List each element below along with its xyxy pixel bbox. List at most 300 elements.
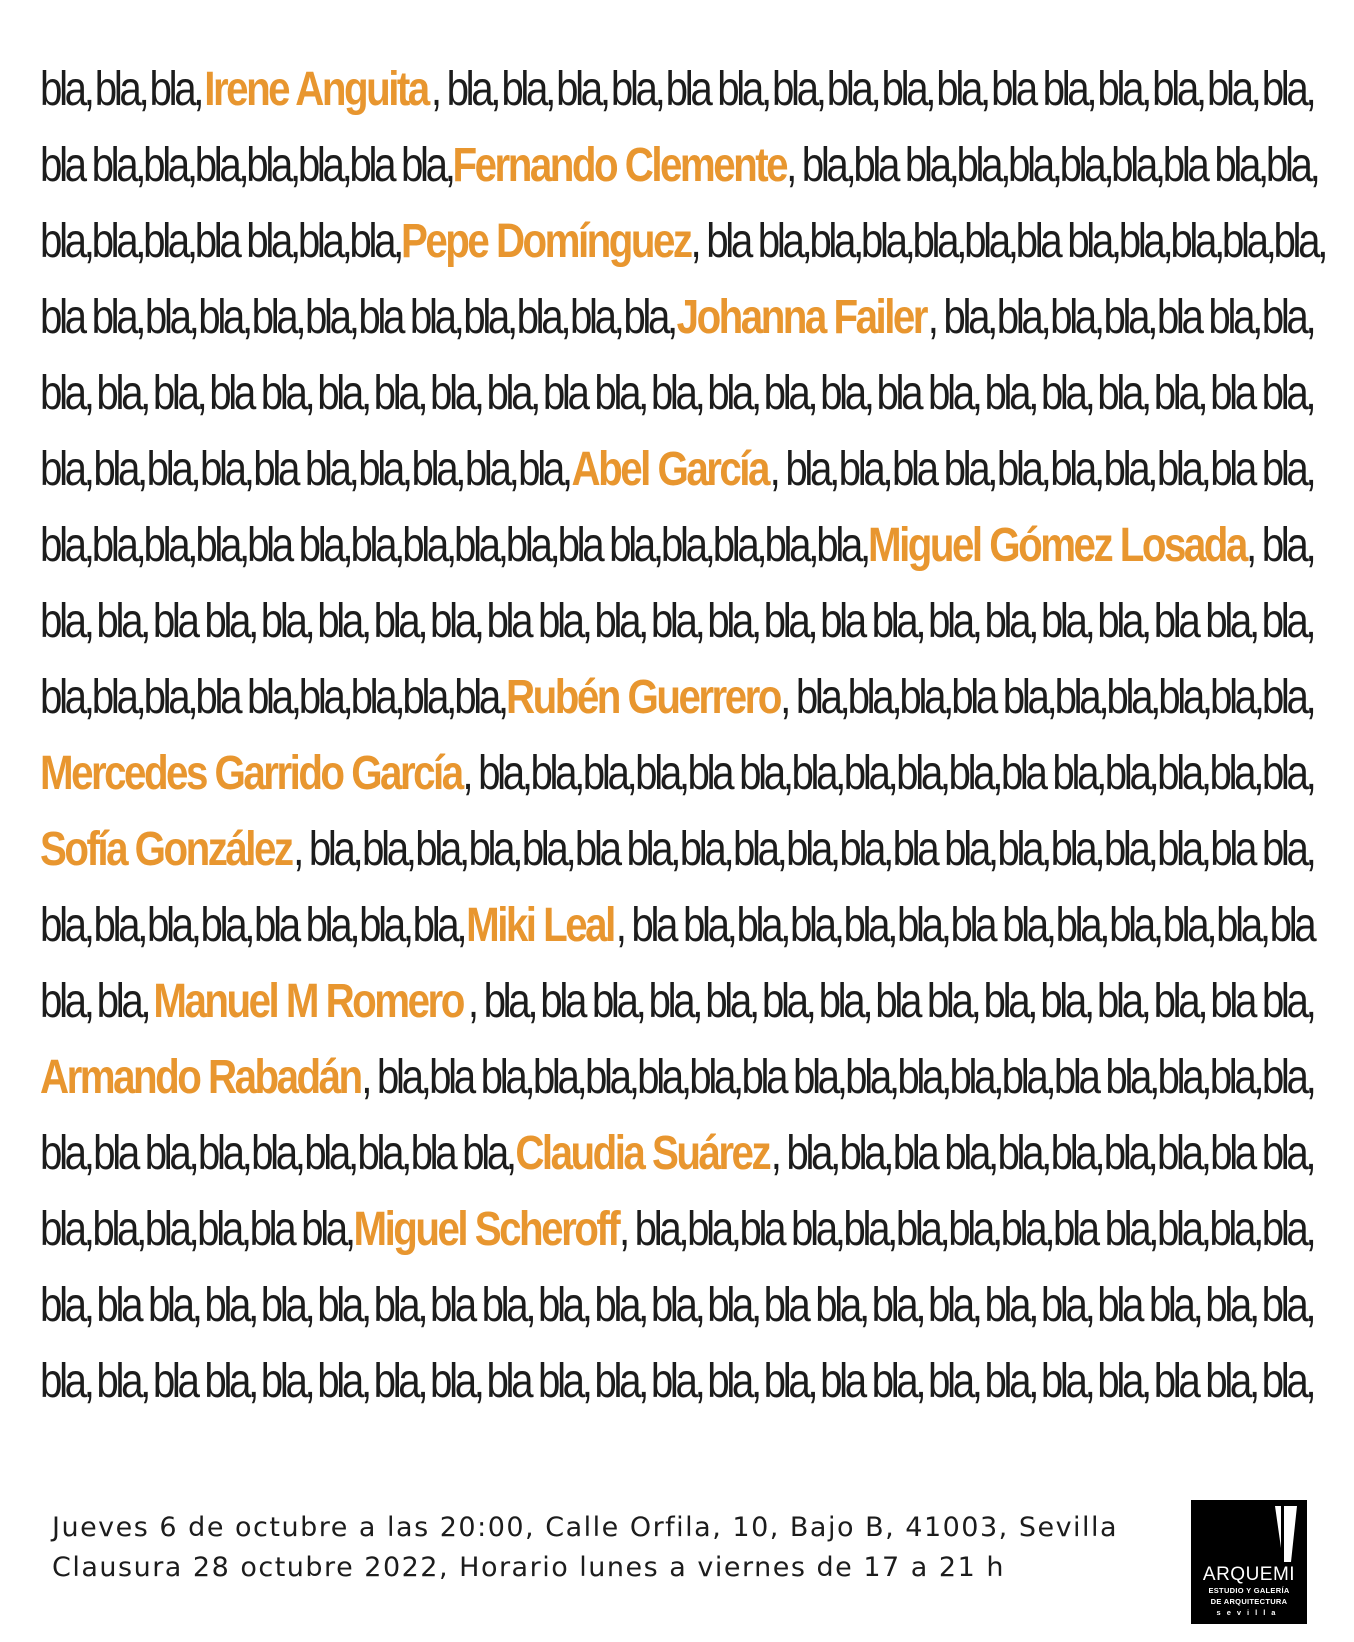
- filler-word: bla,: [198, 291, 250, 344]
- artist-name: Abel García: [571, 443, 768, 496]
- filler-word: bla bla,: [1053, 1051, 1157, 1104]
- filler-word: bla bla,: [991, 63, 1095, 116]
- filler-word: bla,: [1059, 139, 1112, 192]
- filler-word: bla,: [505, 519, 558, 572]
- filler-word: bla,: [486, 367, 539, 420]
- logo-city: sevilla: [1216, 1608, 1282, 1617]
- filler-word: bla,: [317, 1355, 369, 1408]
- filler-word: bla,: [1050, 823, 1103, 876]
- filler-word: bla,: [415, 823, 467, 876]
- filler-word: bla,: [1097, 367, 1149, 420]
- text-line: [40, 812, 1313, 888]
- filler-word: bla,: [304, 1127, 356, 1180]
- artist-name: Miguel Gómez Losada: [868, 519, 1246, 572]
- filler-word: bla,: [1040, 1355, 1093, 1408]
- filler-word: bla,: [881, 63, 934, 116]
- artist-name: Miguel Scheroff: [353, 1203, 619, 1256]
- filler-word: bla bla,: [93, 1127, 197, 1180]
- filler-word: bla bla,: [410, 1127, 514, 1180]
- filler-word: bla,: [732, 823, 785, 876]
- filler-word: bla,: [997, 823, 1049, 876]
- filler-word: bla bla,: [152, 595, 256, 648]
- filler-word: bla,: [984, 367, 1037, 420]
- artist-name: Rubén Guerrero: [506, 671, 780, 724]
- filler-word: bla,: [1157, 823, 1209, 876]
- filler-word: bla bla,: [687, 747, 791, 800]
- filler-word: bla,: [816, 519, 868, 572]
- filler-word: bla,: [204, 1279, 256, 1332]
- filler-word: bla,: [650, 595, 703, 648]
- filler-word: bla bla,: [429, 1051, 533, 1104]
- filler-word: bla,: [956, 139, 1009, 192]
- filler-word: bla,: [948, 1203, 1000, 1256]
- filler-word: bla,: [1156, 1203, 1209, 1256]
- opening-info: Jueves 6 de octubre a las 20:00, Calle Orfila, 10, Bajo B, 41003, Sevilla: [52, 1512, 1119, 1543]
- filler-word: , bla,: [1246, 519, 1314, 572]
- filler-word: bla,: [411, 443, 464, 496]
- filler-word: bla,: [464, 443, 517, 496]
- text-line: [40, 1268, 1313, 1344]
- filler-word: bla,: [430, 595, 482, 648]
- artist-name: Mercedes Garrido García: [40, 747, 462, 800]
- text-line: [40, 964, 1313, 1040]
- filler-word: , bla bla,: [615, 899, 735, 952]
- filler-word: bla,: [786, 823, 838, 876]
- filler-word: bla,: [763, 367, 816, 420]
- filler-word: bla,: [1103, 823, 1156, 876]
- filler-word: bla bla,: [1210, 975, 1314, 1028]
- filler-word: bla,: [40, 1127, 92, 1180]
- filler-word: bla,: [359, 899, 411, 952]
- filler-word: bla bla,: [763, 1279, 867, 1332]
- filler-word: bla,: [146, 443, 199, 496]
- filler-word: bla,: [96, 975, 149, 1028]
- filler-word: , bla,: [462, 747, 530, 800]
- filler-word: bla,: [860, 215, 913, 268]
- filler-word: bla,: [144, 1203, 197, 1256]
- filler-word: bla,: [1261, 1203, 1314, 1256]
- filler-word: bla,: [610, 63, 663, 116]
- filler-word: bla,: [91, 519, 144, 572]
- filler-word: bla,: [197, 1203, 249, 1256]
- filler-word: bla bla,: [1153, 595, 1257, 648]
- filler-word: bla,: [91, 671, 144, 724]
- filler-word: bla,: [1157, 747, 1209, 800]
- filler-word: bla,: [763, 1355, 816, 1408]
- filler-word: bla bla,: [540, 975, 644, 1028]
- filler-word: bla bla,: [1156, 291, 1260, 344]
- filler-word: bla,: [402, 519, 454, 572]
- filler-word: bla bla,: [152, 1355, 256, 1408]
- filler-word: bla,: [650, 1355, 703, 1408]
- filler-word: bla,: [260, 1279, 313, 1332]
- filler-word: , bla,: [618, 1203, 687, 1256]
- text-line: [40, 432, 1313, 508]
- filler-word: bla,: [623, 291, 675, 344]
- filler-word: bla,: [1111, 139, 1163, 192]
- filler-word: bla bla,: [40, 139, 144, 192]
- filler-word: bla,: [402, 671, 454, 724]
- filler-word: , bla,: [430, 63, 499, 116]
- logo-name: ARQUEMI: [1202, 1564, 1296, 1585]
- filler-word: bla bla,: [96, 1279, 200, 1332]
- closing-info: Clausura 28 octubre 2022, Horario lunes a viernes de 17 a 21 h: [52, 1552, 1005, 1583]
- filler-word: bla bla,: [741, 1051, 845, 1104]
- filler-word: bla,: [1106, 671, 1158, 724]
- filler-word: bla,: [362, 823, 414, 876]
- artist-name: Armando Rabadán: [40, 1051, 361, 1104]
- filler-word: bla bla,: [209, 367, 313, 420]
- filler-word: bla bla,: [1015, 215, 1119, 268]
- filler-word: bla,: [897, 1051, 949, 1104]
- filler-word: bla,: [358, 443, 410, 496]
- filler-word: bla,: [1050, 1127, 1103, 1180]
- filler-word: bla,: [996, 291, 1049, 344]
- filler-word: bla bla,: [1210, 1127, 1314, 1180]
- filler-word: bla,: [594, 595, 646, 648]
- text-line: [40, 508, 1313, 584]
- filler-word: bla bla,: [430, 1279, 534, 1332]
- filler-word: bla bla,: [820, 595, 924, 648]
- filler-word: bla bla,: [1000, 747, 1105, 800]
- filler-word: bla,: [1103, 1127, 1156, 1180]
- filler-word: bla,: [1103, 443, 1156, 496]
- text-line: [40, 280, 1313, 356]
- filler-word: bla,: [1040, 595, 1093, 648]
- filler-word: bla,: [1118, 215, 1171, 268]
- filler-word: bla,: [96, 1355, 148, 1408]
- filler-word: bla,: [197, 1127, 250, 1180]
- filler-word: bla,: [430, 1355, 482, 1408]
- filler-word: bla,: [1156, 1127, 1209, 1180]
- filler-word: bla,: [1156, 443, 1209, 496]
- filler-word: bla,: [912, 215, 965, 268]
- filler-word: bla,: [1097, 63, 1149, 116]
- filler-word: bla,: [1054, 671, 1107, 724]
- filler-word: bla,: [843, 747, 896, 800]
- filler-word: , bla,: [770, 1127, 838, 1180]
- filler-word: bla,: [1170, 215, 1222, 268]
- filler-word: bla,: [928, 1355, 980, 1408]
- filler-word: bla,: [1040, 975, 1092, 1028]
- text-line: [40, 736, 1313, 812]
- filler-word: bla,: [91, 215, 144, 268]
- filler-word: bla,: [1040, 1279, 1093, 1332]
- filler-word: bla,: [679, 823, 732, 876]
- filler-word: bla,: [96, 367, 148, 420]
- filler-word: bla,: [707, 595, 759, 648]
- filler-word: , bla,: [467, 975, 536, 1028]
- filler-word: bla,: [297, 139, 350, 192]
- filler-word: bla,: [983, 975, 1036, 1028]
- filler-word: bla,: [997, 1127, 1050, 1180]
- filler-word: bla bla,: [253, 443, 357, 496]
- filler-word: bla,: [712, 519, 765, 572]
- filler-word: bla,: [871, 1279, 924, 1332]
- filler-word: bla,: [1261, 63, 1314, 116]
- filler-word: bla,: [260, 595, 313, 648]
- filler-word: bla,: [430, 367, 482, 420]
- filler-word: bla,: [143, 671, 196, 724]
- filler-word: bla bla,: [875, 975, 979, 1028]
- filler-word: , bla,: [927, 291, 995, 344]
- filler-word: bla,: [763, 595, 816, 648]
- filler-word: , bla,: [361, 1051, 429, 1104]
- filler-word: bla,: [373, 367, 426, 420]
- text-line: [40, 356, 1313, 432]
- filler-word: bla,: [373, 595, 426, 648]
- text-line: [40, 888, 1313, 964]
- filler-word: bla,: [1209, 1203, 1261, 1256]
- filler-word: bla,: [843, 899, 896, 952]
- filler-word: bla,: [1265, 139, 1318, 192]
- filler-word: bla bla,: [574, 823, 679, 876]
- filler-word: bla,: [357, 1127, 409, 1180]
- artist-name: Claudia Suárez: [515, 1127, 770, 1180]
- filler-word: bla,: [839, 823, 891, 876]
- filler-word: bla,: [92, 1203, 144, 1256]
- artist-name: Johanna Failer: [676, 291, 926, 344]
- filler-word: bla,: [40, 975, 92, 1028]
- filler-word: bla,: [809, 215, 861, 268]
- filler-word: bla,: [820, 367, 872, 420]
- filler-word: bla,: [454, 519, 506, 572]
- filler-word: bla,: [789, 899, 842, 952]
- filler-word: bla,: [1205, 1279, 1257, 1332]
- text-line: [40, 204, 1326, 280]
- filler-word: bla,: [1097, 595, 1149, 648]
- filler-word: bla,: [251, 1127, 303, 1180]
- filler-word: bla,: [143, 139, 195, 192]
- filler-word: bla,: [454, 671, 506, 724]
- filler-word: bla,: [1109, 899, 1161, 952]
- filler-word: bla,: [996, 443, 1049, 496]
- filler-word: bla,: [984, 1279, 1037, 1332]
- bla-text-block: [40, 52, 1326, 1420]
- event-info: [52, 1508, 1192, 1588]
- filler-word: bla,: [317, 1279, 369, 1332]
- filler-word: bla,: [949, 1051, 1002, 1104]
- filler-word: bla bla,: [542, 367, 646, 420]
- filler-word: bla,: [689, 1051, 741, 1104]
- filler-word: bla,: [556, 63, 608, 116]
- filler-word: bla,: [637, 1051, 689, 1104]
- filler-word: bla,: [791, 747, 844, 800]
- filler-word: , bla bla,: [690, 215, 810, 268]
- filler-word: bla,: [896, 747, 948, 800]
- filler-word: bla bla,: [876, 367, 980, 420]
- filler-word: bla,: [964, 215, 1016, 268]
- filler-word: bla,: [501, 63, 553, 116]
- filler-word: bla,: [530, 747, 583, 800]
- filler-word: bla,: [1261, 595, 1314, 648]
- filler-word: bla bla,: [1210, 443, 1314, 496]
- filler-word: bla,: [1210, 671, 1262, 724]
- filler-word: bla,: [1261, 671, 1314, 724]
- filler-word: bla,: [350, 671, 403, 724]
- filler-word: bla bla,: [665, 63, 769, 116]
- filler-word: bla bla,: [486, 1355, 590, 1408]
- filler-word: bla,: [582, 747, 635, 800]
- filler-word: bla,: [144, 291, 197, 344]
- filler-word: bla,: [516, 291, 569, 344]
- filler-word: bla,: [246, 139, 298, 192]
- filler-word: bla,: [635, 747, 687, 800]
- filler-word: bla,: [373, 1355, 426, 1408]
- filler-word: bla,: [1050, 443, 1102, 496]
- filler-word: bla,: [1261, 1355, 1314, 1408]
- filler-word: bla bla,: [1097, 1279, 1201, 1332]
- text-line: [40, 660, 1313, 736]
- filler-word: bla,: [1152, 63, 1204, 116]
- filler-word: bla,: [1096, 975, 1149, 1028]
- filler-word: bla,: [1103, 291, 1156, 344]
- filler-word: bla,: [847, 671, 900, 724]
- filler-word: bla,: [463, 291, 515, 344]
- artist-name: Irene Anguita: [204, 63, 428, 116]
- filler-word: bla bla,: [853, 139, 957, 192]
- filler-word: bla,: [1158, 671, 1210, 724]
- filler-word: bla,: [304, 291, 357, 344]
- filler-word: bla bla,: [349, 139, 453, 192]
- filler-word: bla,: [195, 519, 247, 572]
- filler-word: bla,: [707, 1355, 759, 1408]
- filler-word: bla bla,: [892, 1127, 996, 1180]
- filler-word: bla,: [251, 291, 304, 344]
- filler-word: bla bla,: [820, 1355, 924, 1408]
- filler-word: bla bla,: [951, 671, 1055, 724]
- filler-word: bla bla,: [249, 1203, 353, 1256]
- filler-word: bla,: [200, 899, 253, 952]
- filler-word: bla,: [40, 899, 92, 952]
- filler-word: bla,: [152, 367, 205, 420]
- filler-word: bla,: [40, 1355, 92, 1408]
- filler-word: bla bla,: [891, 443, 996, 496]
- filler-word: bla,: [1261, 291, 1314, 344]
- filler-word: bla,: [936, 63, 988, 116]
- filler-word: bla,: [1153, 975, 1206, 1028]
- filler-word: bla,: [1157, 1051, 1210, 1104]
- filler-word: bla,: [736, 899, 789, 952]
- filler-word: bla,: [1008, 139, 1060, 192]
- filler-word: bla,: [1209, 1051, 1262, 1104]
- filler-word: bla,: [594, 1279, 646, 1332]
- filler-word: bla,: [838, 443, 891, 496]
- filler-word: bla,: [40, 1203, 92, 1256]
- filler-word: bla,: [94, 63, 147, 116]
- filler-word: bla,: [1162, 899, 1215, 952]
- text-line: [40, 1192, 1313, 1268]
- filler-word: bla,: [40, 63, 92, 116]
- filler-word: bla bla,: [40, 291, 144, 344]
- filler-word: bla,: [93, 443, 145, 496]
- filler-word: bla bla,: [1053, 1203, 1157, 1256]
- filler-word: bla,: [928, 595, 980, 648]
- filler-word: bla,: [40, 443, 92, 496]
- filler-word: bla,: [297, 215, 350, 268]
- filler-word: bla,: [1209, 747, 1262, 800]
- filler-word: bla,: [1055, 899, 1108, 952]
- filler-word: bla bla,: [557, 519, 661, 572]
- filler-word: bla,: [1050, 291, 1102, 344]
- filler-word: bla,: [648, 975, 701, 1028]
- filler-word: bla,: [1000, 1203, 1053, 1256]
- filler-word: bla bla,: [195, 671, 299, 724]
- text-line: [40, 1040, 1313, 1116]
- filler-word: bla,: [896, 899, 949, 952]
- filler-word: bla,: [143, 215, 195, 268]
- filler-word: bla bla,: [1210, 367, 1314, 420]
- filler-word: bla,: [317, 367, 369, 420]
- filler-word: bla,: [260, 1355, 313, 1408]
- filler-word: bla,: [1273, 215, 1326, 268]
- filler-word: bla,: [40, 595, 92, 648]
- filler-word: bla,: [532, 1051, 585, 1104]
- text-line: [40, 1116, 1313, 1192]
- filler-word: bla,: [349, 215, 401, 268]
- filler-word: bla,: [147, 899, 199, 952]
- filler-word: bla,: [40, 671, 92, 724]
- filler-word: bla bla,: [1210, 823, 1314, 876]
- arquemi-logo: [1191, 1500, 1307, 1624]
- filler-word: bla,: [1206, 63, 1259, 116]
- filler-word: bla,: [818, 975, 871, 1028]
- filler-word: bla,: [1221, 215, 1274, 268]
- filler-word: bla,: [843, 1203, 896, 1256]
- filler-word: bla bla,: [1162, 139, 1266, 192]
- filler-word: bla: [1269, 899, 1314, 952]
- filler-word: bla,: [569, 291, 622, 344]
- filler-word: , bla,: [293, 823, 361, 876]
- filler-word: bla bla,: [950, 899, 1054, 952]
- filler-word: bla,: [839, 1127, 892, 1180]
- filler-word: bla,: [584, 1051, 637, 1104]
- filler-word: bla,: [1097, 1355, 1149, 1408]
- filler-word: bla,: [650, 1279, 703, 1332]
- filler-word: , bla,: [780, 671, 848, 724]
- artist-name: Manuel M Romero: [153, 975, 463, 1028]
- filler-word: bla bla,: [892, 823, 996, 876]
- filler-word: bla,: [1040, 367, 1093, 420]
- filler-word: bla,: [705, 975, 757, 1028]
- filler-word: bla,: [594, 1355, 646, 1408]
- filler-word: bla,: [521, 823, 574, 876]
- filler-word: bla,: [707, 367, 759, 420]
- text-line: [40, 128, 1318, 204]
- filler-word: bla,: [350, 519, 403, 572]
- filler-word: , bla,: [769, 443, 837, 496]
- text-line: [40, 52, 1313, 128]
- filler-word: bla,: [40, 519, 92, 572]
- filler-word: bla,: [899, 671, 951, 724]
- filler-word: bla,: [518, 443, 570, 496]
- filler-word: bla,: [93, 899, 146, 952]
- filler-word: bla,: [538, 1279, 590, 1332]
- filler-word: bla,: [412, 899, 465, 952]
- filler-word: bla bla,: [194, 215, 298, 268]
- artist-name: Sofía González: [40, 823, 292, 876]
- filler-word: bla bla,: [486, 595, 590, 648]
- artist-name: Miki Leal: [466, 899, 614, 952]
- filler-word: bla,: [948, 747, 1001, 800]
- filler-word: bla,: [895, 1203, 948, 1256]
- filler-word: bla,: [826, 63, 879, 116]
- filler-word: bla,: [707, 1279, 759, 1332]
- filler-word: bla,: [984, 1355, 1037, 1408]
- filler-word: bla,: [1261, 747, 1314, 800]
- filler-word: bla,: [761, 975, 814, 1028]
- filler-word: bla,: [1261, 1051, 1314, 1104]
